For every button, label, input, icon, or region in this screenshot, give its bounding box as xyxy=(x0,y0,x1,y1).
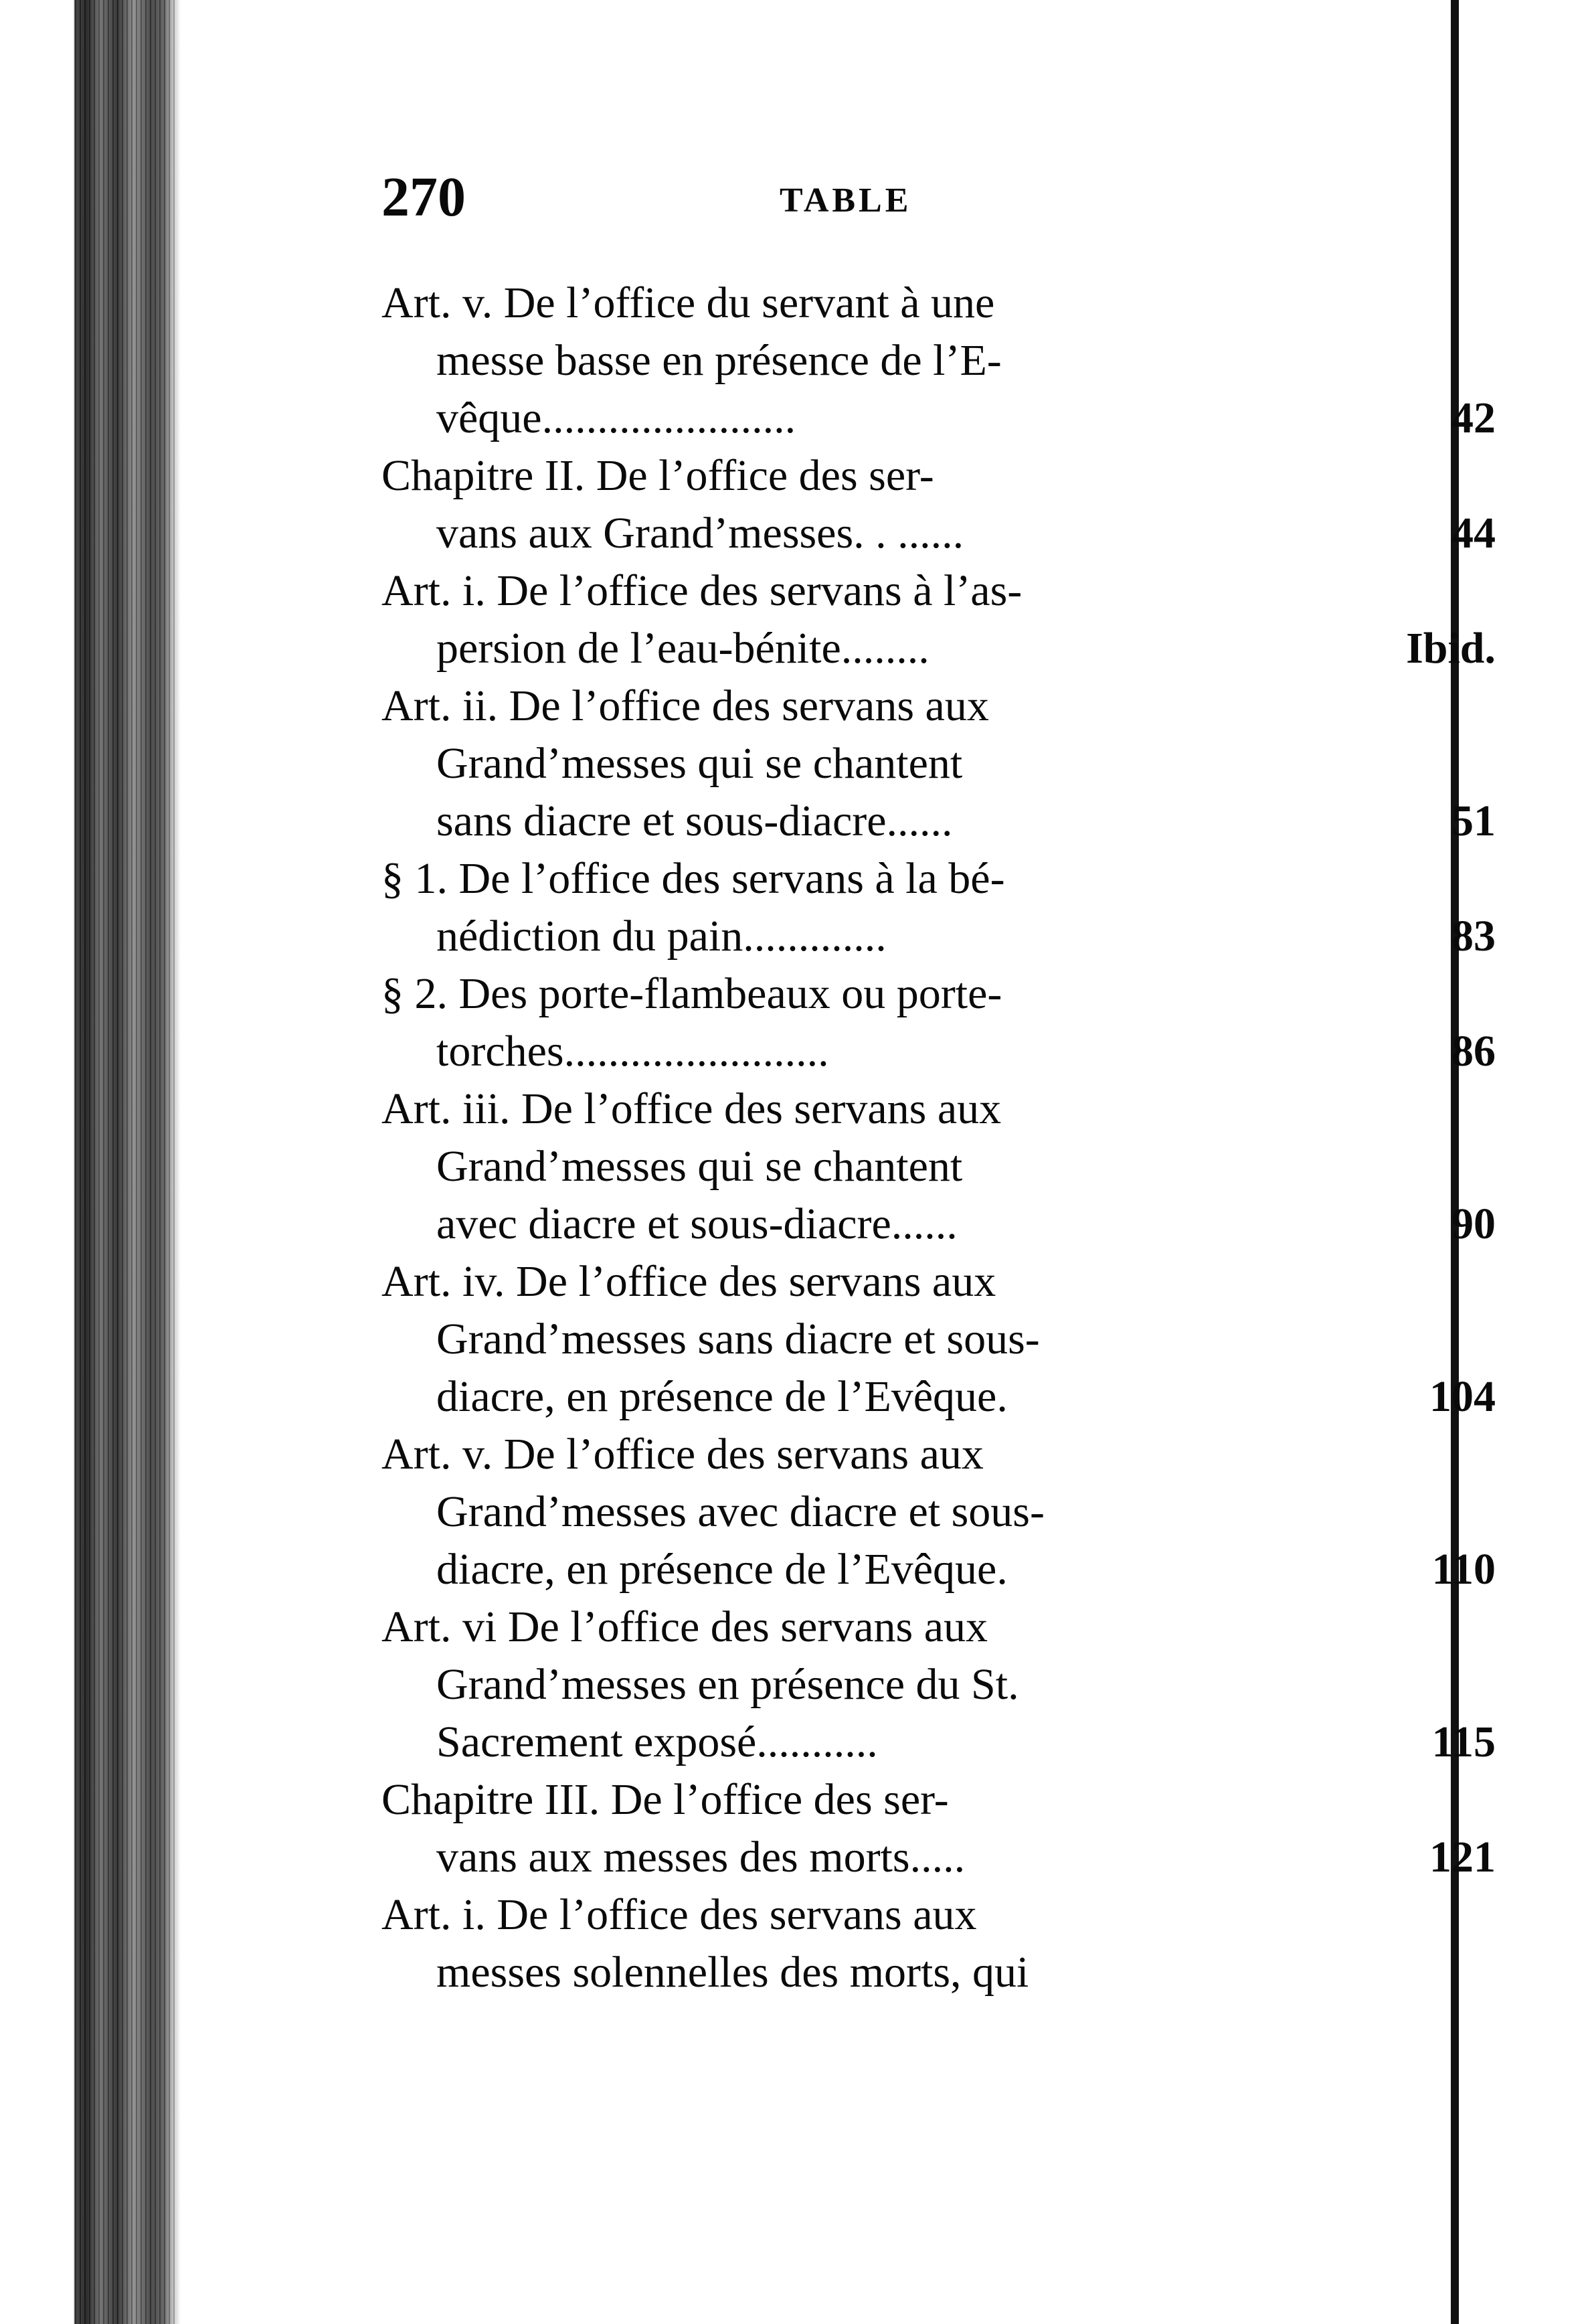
book-page xyxy=(181,0,1496,2324)
toc-entry-text: Art. vi De l’office des servans aux xyxy=(381,1602,988,1651)
toc-entry-line xyxy=(381,1656,1519,1714)
toc-entry-line xyxy=(381,1829,1519,1886)
toc-entry-text: Art. ii. De l’office des servans aux xyxy=(381,681,989,730)
toc-entry-line xyxy=(381,908,1519,965)
toc-entry-line xyxy=(381,1598,1519,1656)
toc-entry xyxy=(381,677,1519,850)
toc-page-number: 83 xyxy=(1451,912,1496,961)
toc-entry-text: messes solennelles des morts, qui xyxy=(436,1948,1029,1997)
toc-entry-line xyxy=(381,1541,1519,1598)
toc-entry-text: torches........................ xyxy=(436,1027,829,1076)
toc-entry-line xyxy=(381,274,1519,332)
toc-entry-text: Grand’messes en présence du St. xyxy=(436,1660,1019,1709)
toc-entry-line xyxy=(381,1426,1519,1483)
toc-entry-line xyxy=(381,1771,1519,1829)
toc-entry-line xyxy=(381,620,1519,677)
toc-entry-line xyxy=(381,1886,1519,1944)
toc-entry-line xyxy=(381,390,1519,447)
toc-entry-line xyxy=(381,1311,1519,1368)
toc-entry-text: vans aux messes des morts..... xyxy=(436,1833,966,1882)
toc-entry-line xyxy=(381,677,1519,735)
toc-entry-line xyxy=(381,1944,1519,2001)
page-edges-texture xyxy=(75,0,175,2324)
toc-entry-line xyxy=(381,793,1519,850)
toc-entry xyxy=(381,850,1519,965)
toc-entry-text: Sacrement exposé........... xyxy=(436,1718,878,1766)
toc-page-number: 121 xyxy=(1429,1833,1496,1882)
toc-entry-text: avec diacre et sous-diacre...... xyxy=(436,1199,958,1248)
toc-entry-line xyxy=(381,562,1519,620)
toc-entry-text: messe basse en présence de l’E- xyxy=(436,336,1002,385)
toc-entry-line xyxy=(381,850,1519,908)
toc-entry xyxy=(381,1080,1519,1253)
toc-entry-text: Art. i. De l’office des servans à l’as- xyxy=(381,566,1023,615)
toc-entry xyxy=(381,1426,1519,1598)
toc-page-number: 42 xyxy=(1451,394,1496,442)
toc-entry-line xyxy=(381,1195,1519,1253)
table-of-contents xyxy=(381,274,1519,2001)
toc-entry-text: vans aux Grand’messes. . ...... xyxy=(436,509,964,558)
toc-entry-line xyxy=(381,1483,1519,1541)
toc-entry xyxy=(381,1886,1519,2001)
toc-entry-text: Grand’messes qui se chantent xyxy=(436,1142,963,1191)
toc-entry-text: § 2. Des porte-flambeaux ou porte- xyxy=(381,969,1002,1018)
toc-entry xyxy=(381,1598,1519,1771)
toc-entry-text: diacre, en présence de l’Evêque. xyxy=(436,1545,1008,1594)
toc-entry-line xyxy=(381,1138,1519,1195)
toc-entry-line xyxy=(381,1368,1519,1426)
toc-entry-text: persion de l’eau-bénite........ xyxy=(436,624,930,673)
toc-entry-line xyxy=(381,1023,1519,1080)
running-head xyxy=(381,161,1385,234)
toc-entry-text: Art. v. De l’office des servans aux xyxy=(381,1430,984,1479)
toc-page-number: 90 xyxy=(1451,1199,1496,1248)
toc-entry-line xyxy=(381,332,1519,390)
toc-entry-text: § 1. De l’office des servans à la bé- xyxy=(381,854,1005,903)
running-title: TABLE xyxy=(780,181,912,220)
toc-page-number: 115 xyxy=(1431,1718,1496,1766)
toc-entry-line xyxy=(381,1080,1519,1138)
toc-entry-line xyxy=(381,965,1519,1023)
toc-entry-text: Art. iii. De l’office des servans aux xyxy=(381,1084,1002,1133)
toc-entry-text: Chapitre III. De l’office des ser- xyxy=(381,1775,949,1824)
toc-entry-text: Art. v. De l’office du servant à une xyxy=(381,278,995,327)
toc-page-number: Ibid. xyxy=(1406,624,1496,673)
toc-entry xyxy=(381,1771,1519,1886)
toc-page-number: 104 xyxy=(1429,1372,1496,1421)
toc-entry xyxy=(381,1253,1519,1426)
toc-entry xyxy=(381,965,1519,1080)
toc-entry-text: sans diacre et sous-diacre...... xyxy=(436,797,953,845)
toc-entry-text: Chapitre II. De l’office des ser- xyxy=(381,451,934,500)
toc-entry xyxy=(381,447,1519,562)
toc-entry xyxy=(381,562,1519,677)
toc-entry-text: Grand’messes avec diacre et sous- xyxy=(436,1487,1045,1536)
toc-page-number: 44 xyxy=(1451,509,1496,558)
toc-entry-text: vêque....................... xyxy=(436,394,796,442)
toc-entry-text: diacre, en présence de l’Evêque. xyxy=(436,1372,1008,1421)
toc-page-number: 51 xyxy=(1451,797,1496,845)
toc-entry xyxy=(381,274,1519,447)
toc-entry-line xyxy=(381,1253,1519,1311)
toc-entry-line xyxy=(381,1714,1519,1771)
toc-entry-text: Art. iv. De l’office des servans aux xyxy=(381,1257,996,1306)
page-number: 270 xyxy=(381,166,466,228)
toc-page-number: 110 xyxy=(1431,1545,1496,1594)
toc-entry-text: nédiction du pain............. xyxy=(436,912,887,961)
toc-entry-text: Grand’messes qui se chantent xyxy=(436,739,963,788)
toc-entry-text: Art. i. De l’office des servans aux xyxy=(381,1890,977,1939)
toc-page-number: 86 xyxy=(1451,1027,1496,1076)
toc-entry-line xyxy=(381,735,1519,793)
toc-entry-line xyxy=(381,447,1519,505)
toc-entry-text: Grand’messes sans diacre et sous- xyxy=(436,1315,1040,1363)
toc-entry-line xyxy=(381,505,1519,562)
